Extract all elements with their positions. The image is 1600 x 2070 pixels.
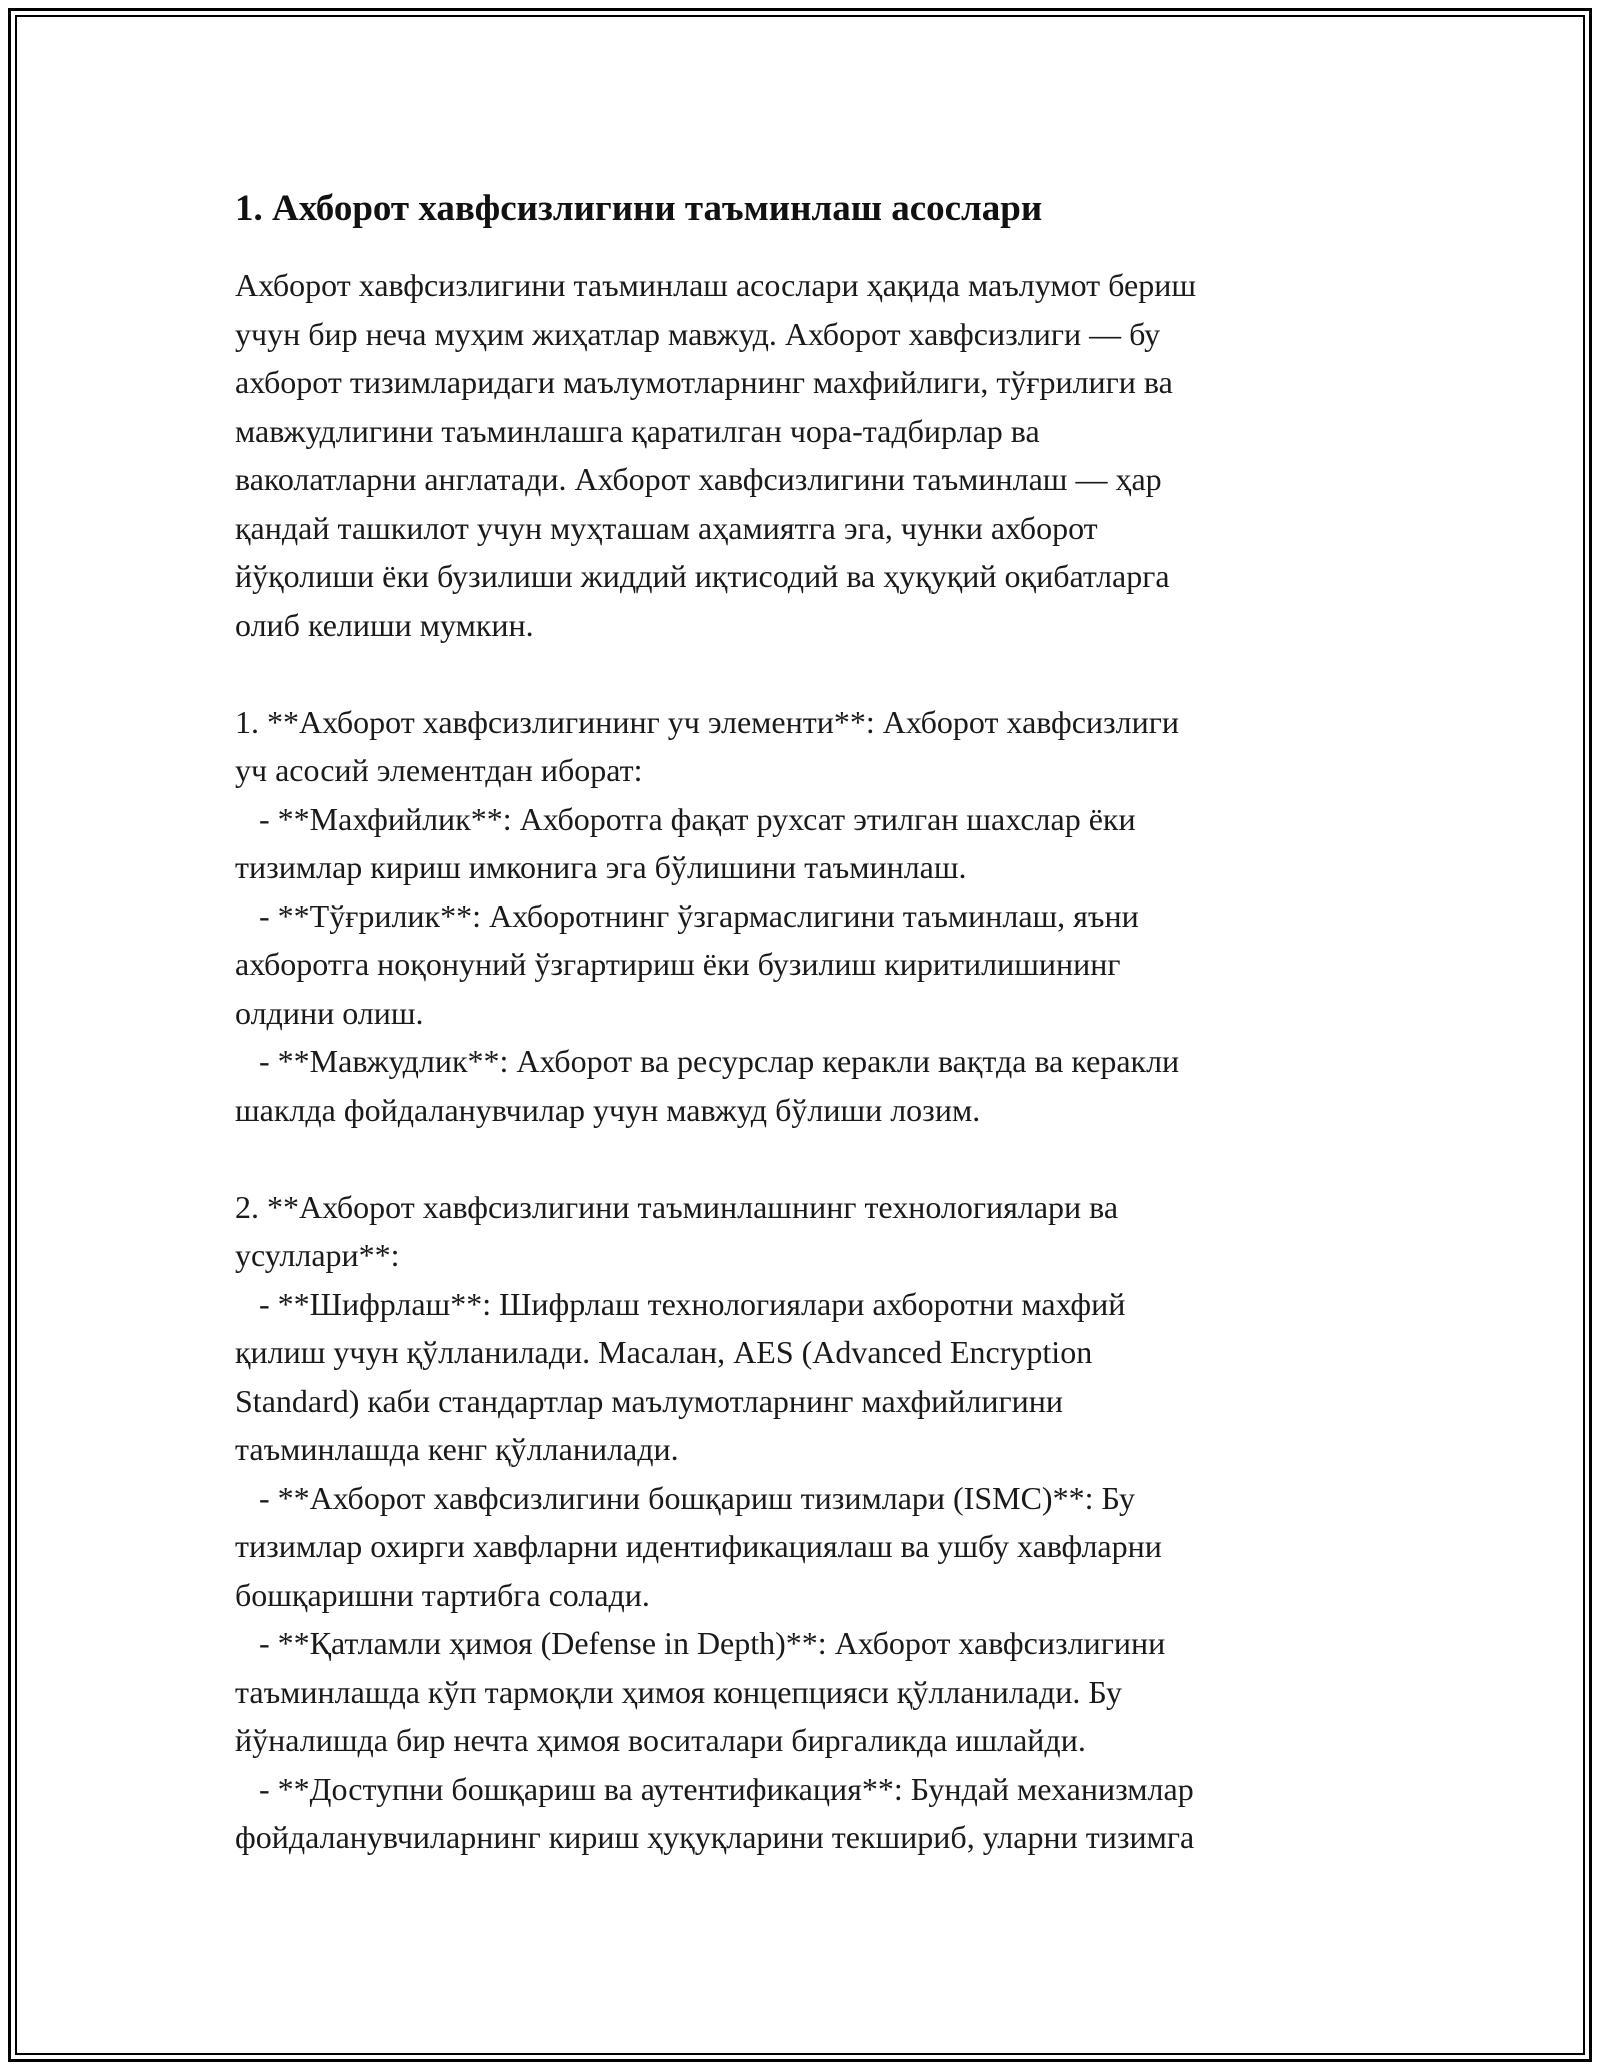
list-item-line: - **Махфийлик**: Ахборотга фақат рухсат этилган шахслар ёки xyxy=(235,800,1136,837)
text-line: қандай ташкилот учун муҳташам аҳамиятга эга, чунки ахборот xyxy=(235,509,1098,546)
section-heading: 1. Ахборот хавфсизлигини таъминлаш асослари xyxy=(235,188,1043,229)
blank-line xyxy=(235,649,1370,698)
text-line: учун бир неча муҳим жиҳатлар мавжуд. Ахборот хавфсизлиги — бу xyxy=(235,315,1161,352)
text-line: 2. **Ахборот хавфсизлигини таъминлашнинг технологиялари ва xyxy=(235,1188,1119,1225)
blank-line xyxy=(235,1134,1370,1183)
text-line: мавжудлигини таъминлашга қаратилган чора-тадбирлар ва xyxy=(235,412,1040,449)
section-body xyxy=(235,261,1370,1862)
text-line: олдини олиш. xyxy=(235,994,424,1031)
list-item-line: - **Шифрлаш**: Шифрлаш технологиялари ахборотни махфий xyxy=(235,1285,1126,1322)
text-line: тизимлар охирги хавфларни идентификациялаш ва ушбу хавфларни xyxy=(235,1528,1162,1564)
text-line: таъминлашда кенг қўлланилади. xyxy=(235,1431,679,1467)
text-line: уч асосий элементдан иборат: xyxy=(235,752,643,788)
text-line: олиб келиши мумкин. xyxy=(235,606,534,643)
list-item-line: - **Тўғрилик**: Ахборотнинг ўзгармаслигини таъминлаш, яъни xyxy=(235,897,1139,934)
text-line: ахборотга ноқонуний ўзгартириш ёки бузилиш киритилишининг xyxy=(235,946,1121,982)
text-line: 1. **Ахборот хавфсизлигининг уч элементи**: Ахборот хавфсизлиги xyxy=(235,703,1179,740)
list-item-line: - **Мавжудлик**: Ахборот ва ресурслар керакли вақтда ва керакли xyxy=(235,1043,1180,1079)
text-line: ахборот тизимларидаги маълумотларнинг махфийлиги, тўғрилиги ва xyxy=(235,364,1173,400)
text-line: Standard) каби стандартлар маълумотларнинг махфийлигини xyxy=(235,1382,1064,1419)
text-line: таъминлашда кўп тармоқли ҳимоя концепцияси қўлланилади. Бу xyxy=(235,1673,1122,1710)
text-line: тизимлар кириш имконига эга бўлишини таъминлаш. xyxy=(235,849,967,885)
text-line: шаклда фойдаланувчилар учун мавжуд бўлиши лозим. xyxy=(235,1091,981,1128)
document-content xyxy=(235,185,1370,1862)
text-line: фойдаланувчиларнинг кириш ҳуқуқларини текшириб, уларни тизимга xyxy=(235,1819,1195,1855)
list-item-line: - **Ахборот хавфсизлигини бошқариш тизимлари (ISMC)**: Бу xyxy=(235,1479,1136,1516)
text-line: йўналишда бир нечта ҳимоя воситалари биргаликда ишлайди. xyxy=(235,1722,1086,1758)
list-item-line: - **Қатламли ҳимоя (Defense in Depth)**: Ахборот хавфсизлигини xyxy=(235,1625,1166,1661)
text-line: қилиш учун қўлланилади. Масалан, AES (Advanced Encryption xyxy=(235,1334,1093,1370)
text-line: ваколатларни англатади. Ахборот хавфсизлигини таъминлаш — ҳар xyxy=(235,461,1162,497)
text-line: Ахборот хавфсизлигини таъминлаш асослари ҳақида маълумот бериш xyxy=(235,267,1196,303)
text-line: усуллари**: xyxy=(235,1237,400,1273)
text-line: бошқаришни тартибга солади. xyxy=(235,1576,650,1613)
text-line: йўқолиши ёки бузилиши жиддий иқтисодий ва ҳуқуқий оқибатларга xyxy=(235,558,1170,594)
list-item-line: - **Доступни бошқариш ва аутентификация**: Бундай механизмлар xyxy=(235,1770,1194,1807)
